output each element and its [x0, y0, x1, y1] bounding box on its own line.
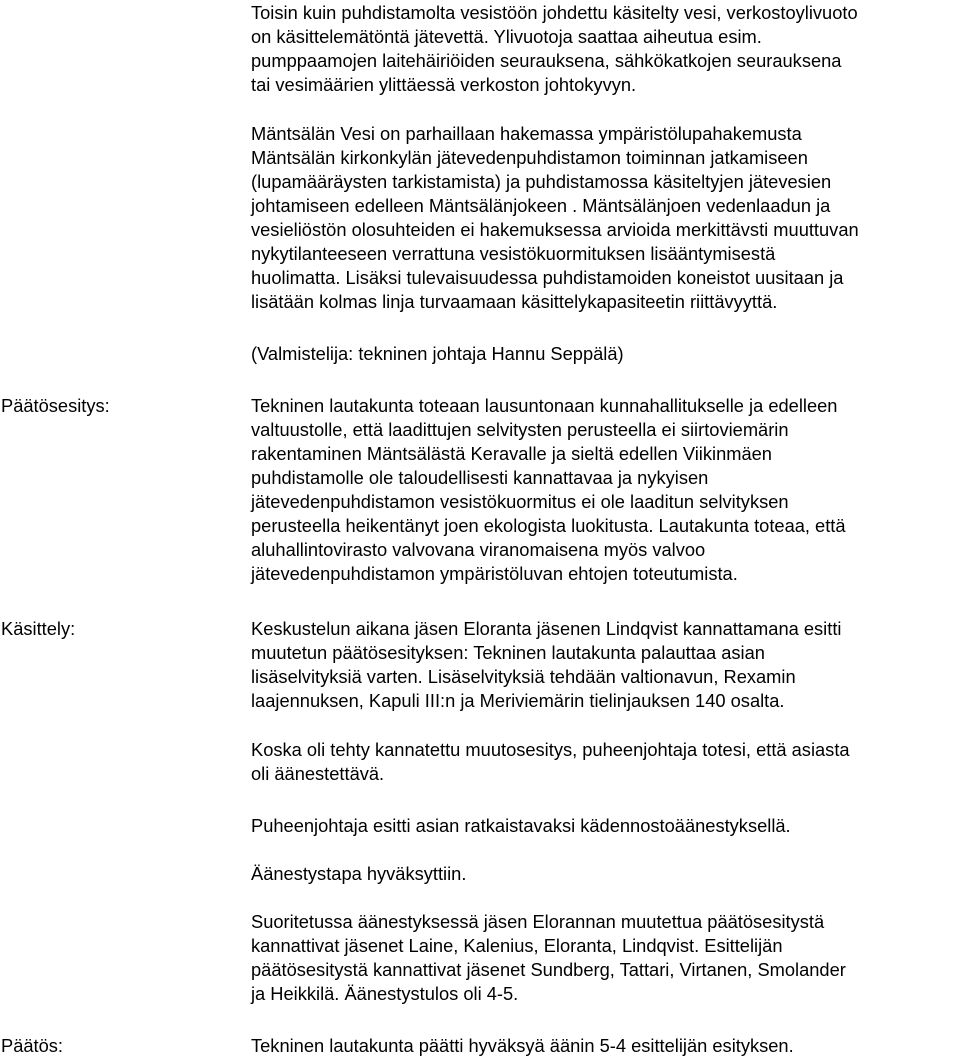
handling-line: Suoritetussa äänestyksessä jäsen Elorannan muutettua päätösesitystä: [251, 911, 825, 932]
background-line: lisätään kolmas linja turvaamaan käsittelykapasiteetin riittävyyttä.: [251, 291, 778, 312]
proposal-line: rakentaminen Mäntsälästä Keravalle ja sieltä edellen Viikinmäen: [251, 443, 772, 464]
handling-line: kannattivat jäsenet Laine, Kalenius, Eloranta, Lindqvist. Esittelijän: [251, 935, 783, 956]
background-line: vesieliöstön olosuhteiden ei hakemuksessa arvioida merkittävsti muuttuvan: [251, 219, 859, 240]
intro-line: Toisin kuin puhdistamolta vesistöön johdettu käsitelty vesi, verkostoylivuoto: [251, 2, 858, 23]
proposal-line: aluhallintovirasto valvovana viranomaisena myös valvoo: [251, 539, 706, 560]
handling-label: Käsittely:: [1, 618, 76, 639]
proposal-line: perusteella heikentänyt joen ekologista luokitusta. Lautakunta toteaa, että: [251, 515, 846, 536]
handling-line: Keskustelun aikana jäsen Eloranta jäsenen Lindqvist kannattamana esitti: [251, 618, 842, 639]
preparer-note: (Valmistelija: tekninen johtaja Hannu Seppälä): [251, 343, 624, 364]
background-line: nykytilanteeseen verrattuna vesistökuormituksen lisääntymisestä: [251, 243, 776, 264]
background-line: Mäntsälän kirkonkylän jätevedenpuhdistamon toiminnan jatkamiseen: [251, 147, 808, 168]
handling-line: Äänestystapa hyväksyttiin.: [251, 863, 467, 884]
proposal-line: jätevedenpuhdistamon vesistökuormitus ei ole laaditun selvityksen: [251, 491, 789, 512]
background-line: (lupamääräysten tarkistamista) ja puhdistamossa käsiteltyjen jätevesien: [251, 171, 832, 192]
handling-line: laajennuksen, Kapuli III:n ja Meriviemärin tielinjauksen 140 osalta.: [251, 690, 785, 711]
proposal-line: puhdistamolle ole taloudellisesti kannattavaa ja nykyisen: [251, 467, 709, 488]
intro-line: on käsittelemätöntä jätevettä. Ylivuotoja saattaa aiheutua esim.: [251, 26, 762, 47]
background-line: huolimatta. Lisäksi tulevaisuudessa puhdistamoiden koneistot uusitaan ja: [251, 267, 844, 288]
proposal-label: Päätösesitys:: [1, 395, 110, 416]
handling-line: oli äänestettävä.: [251, 763, 385, 784]
decision-label: Päätös:: [1, 1035, 63, 1056]
proposal-line: Tekninen lautakunta toteaan lausuntonaan kunnahallitukselle ja edelleen: [251, 395, 838, 416]
decision-text: Tekninen lautakunta päätti hyväksyä äänin 5-4 esittelijän esityksen.: [251, 1035, 794, 1056]
handling-line: ja Heikkilä. Äänestystulos oli 4-5.: [251, 983, 519, 1004]
handling-line: Puheenjohtaja esitti asian ratkaistavaksi kädennostoäänestyksellä.: [251, 815, 791, 836]
intro-line: pumppaamojen laitehäiriöiden seurauksena, sähkökatkojen seurauksena: [251, 50, 842, 71]
proposal-line: valtuustolle, että laadittujen selvitysten perusteella ei siirtoviemärin: [251, 419, 789, 440]
handling-line: Koska oli tehty kannatettu muutosesitys, puheenjohtaja totesi, että asiasta: [251, 739, 850, 760]
proposal-line: jätevedenpuhdistamon ympäristöluvan ehtojen toteutumista.: [251, 563, 738, 584]
handling-line: muutetun päätösesityksen: Tekninen lautakunta palauttaa asian: [251, 642, 765, 663]
background-line: johtamiseen edelleen Mäntsälänjokeen . Mäntsälänjoen vedenlaadun ja: [251, 195, 831, 216]
handling-line: lisäselvityksiä varten. Lisäselvityksiä tehdään valtionavun, Rexamin: [251, 666, 796, 687]
intro-line: tai vesimäärien ylittäessä verkoston johtokyvyn.: [251, 74, 637, 95]
handling-line: päätösesitystä kannattivat jäsenet Sundberg, Tattari, Virtanen, Smolander: [251, 959, 846, 980]
background-line: Mäntsälän Vesi on parhaillaan hakemassa ympäristölupahakemusta: [251, 123, 802, 144]
